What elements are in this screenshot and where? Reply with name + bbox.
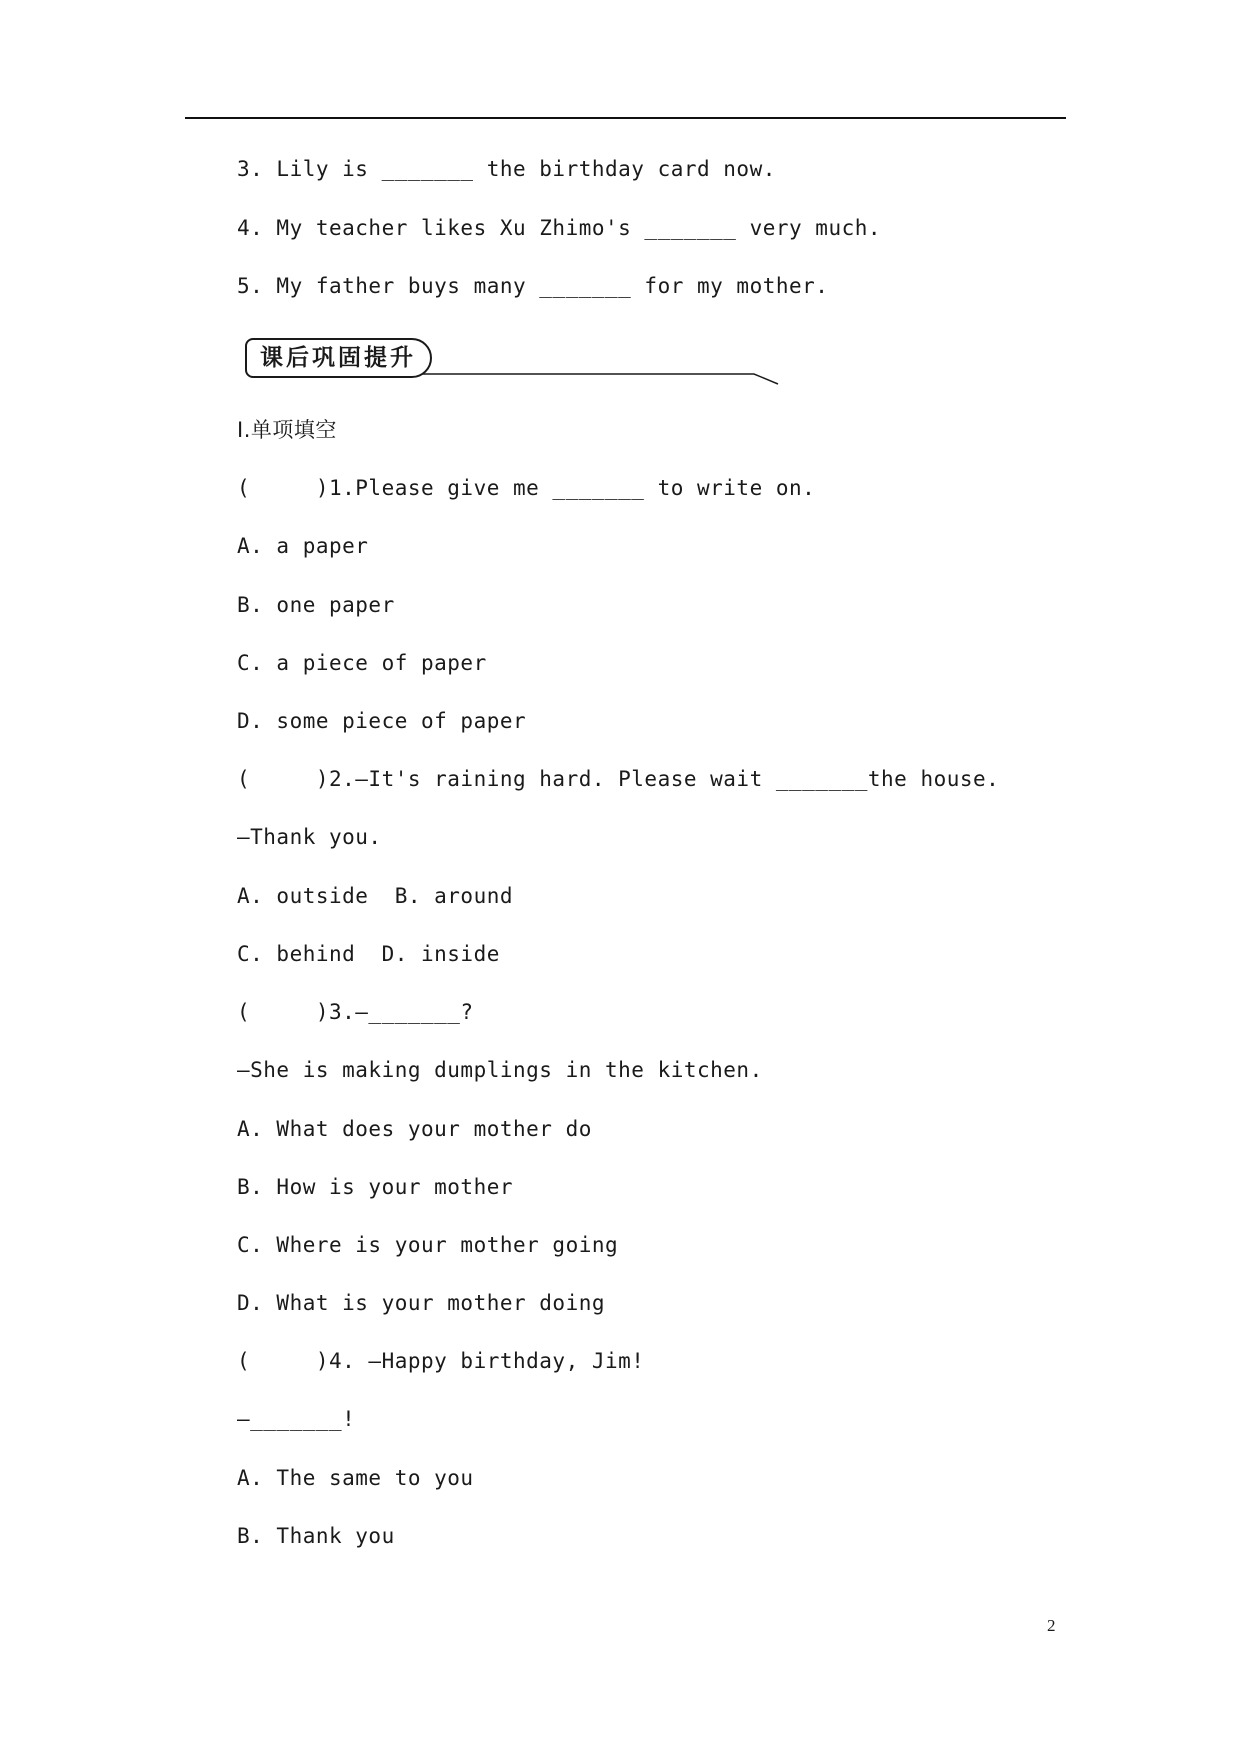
question-4: ( )4. —Happy birthday, Jim!	[237, 1349, 645, 1373]
option-4b: B. Thank you	[237, 1524, 395, 1548]
option-1b: B. one paper	[237, 593, 395, 617]
reply-3: —She is making dumplings in the kitchen.	[237, 1058, 763, 1082]
page-number: 2	[1047, 1616, 1056, 1635]
reply-2: —Thank you.	[237, 825, 382, 849]
exercise-line-3: 3. Lily is _______ the birthday card now.	[237, 157, 776, 181]
part-heading: Ⅰ.单项填空	[237, 418, 337, 442]
option-3c: C. Where is your mother going	[237, 1233, 619, 1257]
reply-4: —_______!	[237, 1407, 356, 1431]
question-2: ( )2.—It's raining hard. Please wait _______the house.	[237, 767, 1000, 791]
section-banner	[244, 338, 784, 388]
option-1c: C. a piece of paper	[237, 651, 487, 675]
option-1d: D. some piece of paper	[237, 709, 527, 733]
option-4a: A. The same to you	[237, 1466, 474, 1490]
option-1a: A. a paper	[237, 534, 369, 558]
option-3d: D. What is your mother doing	[237, 1291, 606, 1315]
question-1: ( )1.Please give me _______ to write on.	[237, 476, 816, 500]
option-3b: B. How is your mother	[237, 1175, 514, 1199]
options-2cd: C. behind D. inside	[237, 942, 500, 966]
question-3: ( )3.—_______?	[237, 1000, 474, 1024]
exercise-line-5: 5. My father buys many _______ for my mother.	[237, 274, 829, 298]
header-rule	[185, 117, 1066, 119]
option-3a: A. What does your mother do	[237, 1117, 592, 1141]
options-2ab: A. outside B. around	[237, 884, 514, 908]
section-title: 课后巩固提升	[245, 338, 432, 378]
exercise-line-4: 4. My teacher likes Xu Zhimo's _______ very much.	[237, 216, 882, 240]
